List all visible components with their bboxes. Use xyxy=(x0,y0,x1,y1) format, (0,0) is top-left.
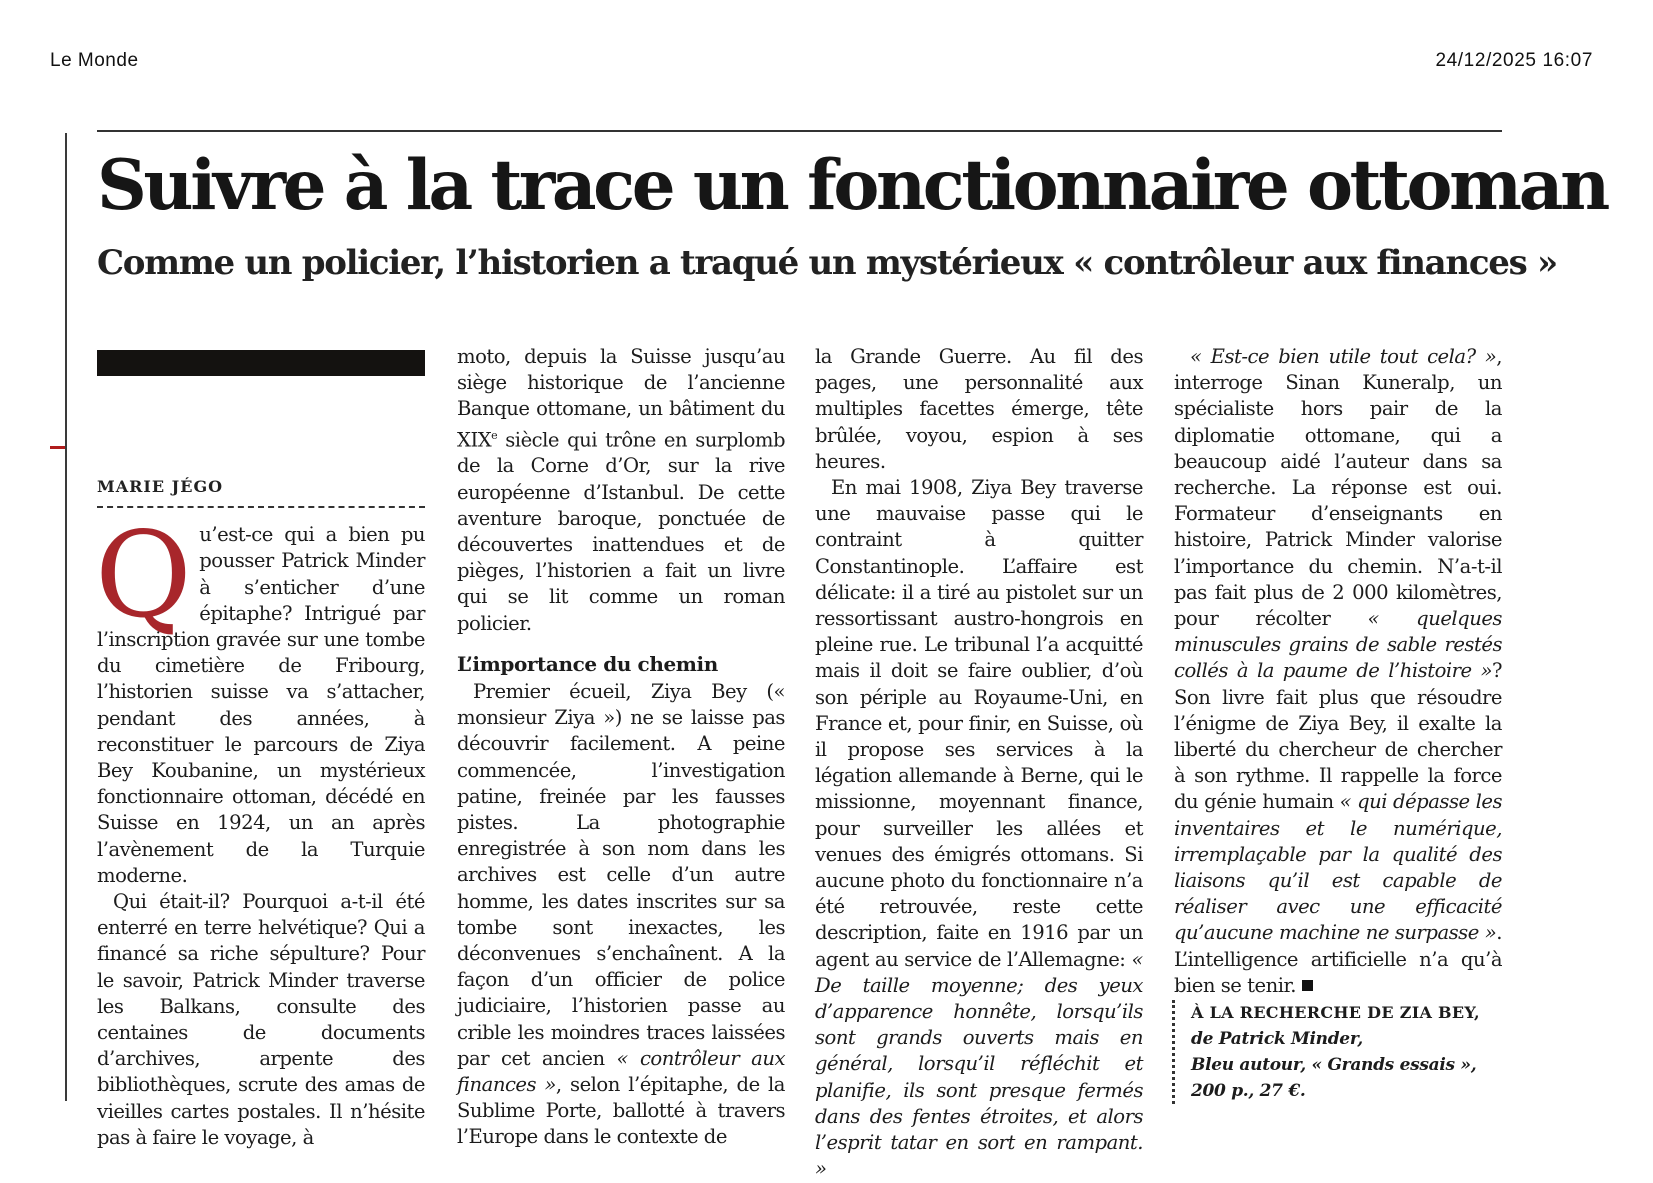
column-2 xyxy=(457,344,785,1151)
section-subhead: L’importance du chemin xyxy=(457,651,718,676)
author-byline: MARIE JÉGO xyxy=(97,474,425,508)
print-datetime: 24/12/2025 16:07 xyxy=(1435,50,1593,71)
book-publisher: Bleu autour, « Grands essais », xyxy=(1191,1055,1477,1075)
red-margin-tick xyxy=(50,446,65,449)
drop-cap: Q xyxy=(95,506,192,645)
black-bar xyxy=(97,350,425,376)
left-margin-rule xyxy=(65,133,67,1101)
book-title: À LA RECHERCHE DE ZIA BEY, xyxy=(1191,1003,1480,1022)
paragraph: Qui était-il? Pourquoi a-t-il été enterré en terre helvétique? Qui a financé sa riche sépulture? Pour le savoir, Patrick Minder traverse les Balkans, consulte des centaines de documents d’archives, arpente des bibliothèques, scrute des amas de vieilles cartes postales. Il n’hésite pas à faire le voyage, à xyxy=(97,890,425,1149)
paragraph: la Grande Guerre. Au fil des pages, une personnalité aux multiples facettes émerge, tête brûlée, voyou, espion à ses heures. xyxy=(815,345,1143,473)
paragraph: « Est-ce bien utile tout cela? », interroge Sinan Kuneralp, un spécialiste hors pair de la diplomatie ottomane, qui a beaucoup aidé l’auteur dans sa recherche. La réponse est oui. Formateur d’enseignants en histoire, Patrick Minder valorise l’importance du chemin. N’a-t-il pas fait plus de 2 000 kilomètres, pour récolter « quelques minuscules grains de sable restés collés à la paume de l’histoire »? Son livre fait plus que résoudre l’énigme de Ziya Bey, il exalte la liberté du chercheur de chercher à son rythme. Il rappelle la force du génie humain « qui dépasse les inventaires et le numérique, irremplaçable par la qualité des liaisons qu’il est capable de réaliser avec une efficacité qu’aucune machine ne surpasse ». L’intelligence artificielle n’a qu’à bien se tenir. xyxy=(1174,345,1503,997)
book-details: 200 p., 27 €. xyxy=(1191,1081,1306,1101)
top-rule xyxy=(97,130,1502,132)
headline: Suivre à la trace un fonctionnaire ottoman xyxy=(97,145,1607,226)
book-reference xyxy=(1172,1000,1480,1104)
paragraph: Premier écueil, Ziya Bey (« monsieur Ziya ») ne se laisse pas découvrir facilement. A peine commencée, l’investigation patine, freinée par les fausses pistes. La photographie enregistrée à son nom dans les archives est celle d’un autre homme, les dates inscrites sur sa tombe sont inexactes, les déconvenues s’enchaînent. A la façon d’un officier de police judiciaire, l’historien passe au crible les moindres traces laissées par cet ancien « contrôleur aux finances », selon l’épitaphe, de la Sublime Porte, ballotté à travers l’Europe dans le contexte de xyxy=(457,679,785,1149)
source-label: Le Monde xyxy=(50,50,139,71)
end-mark xyxy=(1302,980,1313,991)
book-author: de Patrick Minder, xyxy=(1191,1029,1363,1049)
paragraph: moto, depuis la Suisse jusqu’au siège historique de l’ancienne Banque ottomane, un bâtiment du XIXe siècle qui trône en surplomb de la Corne d’Or, sur la rive européenne d’Istanbul. De cette aventure baroque, ponctuée de découvertes inattendues et de pièges, l’historien a fait un livre qui se lit comme un roman policier. xyxy=(457,345,785,635)
column-1 xyxy=(97,344,425,1151)
column-4 xyxy=(1174,344,1502,999)
subtitle: Comme un policier, l’historien a traqué un mystérieux « contrôleur aux finances » xyxy=(97,243,1557,283)
paragraph: Qu’est-ce qui a bien pu pousser Patrick Minder à s’enticher d’une épitaphe? Intrigué par l’inscription gravée sur une tombe du cimetière de Fribourg, l’historien suisse va s’attacher, pendant des années, à reconstituer le parcours de Ziya Bey Koubanine, un mystérieux fonctionnaire ottoman, décédé en Suisse en 1924, un an après l’avènement de la Turquie moderne. xyxy=(95,506,425,887)
paragraph: En mai 1908, Ziya Bey traverse une mauvaise passe qui le contraint à quitter Constantinople. L’affaire est délicate: il a tiré au pistolet sur un ressortissant austro-hongrois en pleine rue. Le tribunal l’a acquitté mais il doit se faire oublier, d’où son périple au Royaume-Uni, en France et, pour finir, en Suisse, où il propose ses services à la légation allemande à Berne, qui le missionne, moyennant finance, pour surveiller les allées et venues des émigrés ottomans. Si aucune photo du fonctionnaire n’a été retrouvée, reste cette description, faite en 1916 par un agent au service de l’Allemagne: « De taille moyenne; des yeux d’apparence honnête, lorsqu’ils sont grands ouverts mais en général, lorsqu’il réfléchit et planifie, ils sont presque fermés dans des fentes étroites, et alors l’esprit tatar en sort en rampant. » xyxy=(815,476,1143,1181)
column-3 xyxy=(815,344,1143,1183)
